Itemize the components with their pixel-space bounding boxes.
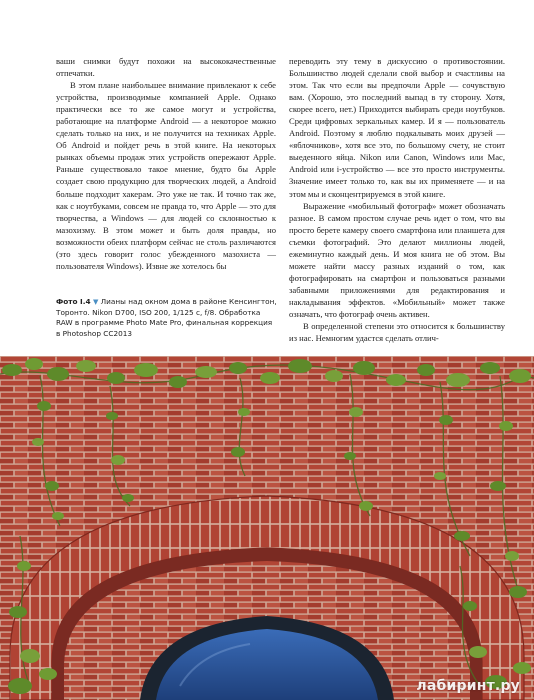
- photo-illustration: [0, 356, 534, 700]
- left-text-column: [56, 55, 276, 272]
- caption-text: Лианы над окном дома в районе Кенсингтон, Торонто. Nikon D700, ISO 200, 1/125 c, f/8. Обработка RAW в программе Photo Mate Pro, финальная коррекция в Photoshop CC2013: [56, 297, 277, 338]
- right-paragraph-2: Выражение «мобильный фотограф» может обозначать разное. В самом простом случае речь идет о том, что вы просто берете камеру своего смартфона или планшета для съемки фотографий. Это делают миллионы людей, ежеминутно каждый день. И моя книга не об этом. Вы можете найти массу разных изданий о том, как фотографировать на смартфон и пользоваться разными забавными приложениями для редактирования и накладывания эффектов. «Мобильный» может также означать, что фотограф очень активен.: [289, 200, 505, 319]
- left-paragraph-1: ваши снимки будут похожи на высококачественные отпечатки.: [56, 56, 276, 79]
- left-paragraph-2: В этом плане наибольшее внимание привлекают к себе устройства, производимые компанией Apple. Однако практически все то же самое могут и устройства, работающие на платформе Android — а некоторое можно сделать только на них, и не получится на техниках Apple. Об Android и пойдет речь в этой книге. На некоторых рынках объемы продаж этих устройств опережают Apple. Раньше существовало такое мнение, будто бы Apple создает свою продукцию для творческих людей, а Android больше подходит хакерам. Это уже не так. И точно так же, как с ноутбуками, совсем не правда то, что Apple — это для творчества, а Windows — для людей со склонностью к мазохизму. В этом может и быть доля правды, но возможности обеих платформ сейчас не столь различаются (это здесь говорит голос убежденного мазохиста — пользователя Windows). Извне же хотелось бы: [56, 80, 276, 271]
- right-paragraph-1: переводить эту тему в дискуссию о противостоянии. Большинство людей сделали свой выбор и счастливы на этом. Так что если вы предпочли Apple — сочувствую вам. (Хорошо, это последний выпад в ту сторону. Хотя, скорее всего, нет.) Приходится выбирать среди ноутбуков. Среди цифровых зеркальных камер. И я — пользователь Android. Поэтому я люблю подкалывать моих друзей — «яблочников», хотя все это, по большому счету, не стоит выеденного яйца. Nikon или Canon, Windows или Mac, Android или i-устройство — все это просто инструменты. Значение имеет только то, как вы их применяете — и на этом мы и сконцентрируемся в этой книге.: [289, 56, 505, 199]
- caption-marker: ▼: [92, 298, 99, 306]
- photo-caption: [56, 297, 278, 339]
- watermark-text: лабиринт.ру: [416, 678, 520, 694]
- caption-label: Фото I.4: [56, 297, 91, 306]
- right-paragraph-3: В определенной степени это относится к большинству из нас. Немногим удастся сделать отлич-: [289, 321, 505, 344]
- ivy-brick-photo: [0, 356, 534, 700]
- right-text-column: [289, 55, 505, 344]
